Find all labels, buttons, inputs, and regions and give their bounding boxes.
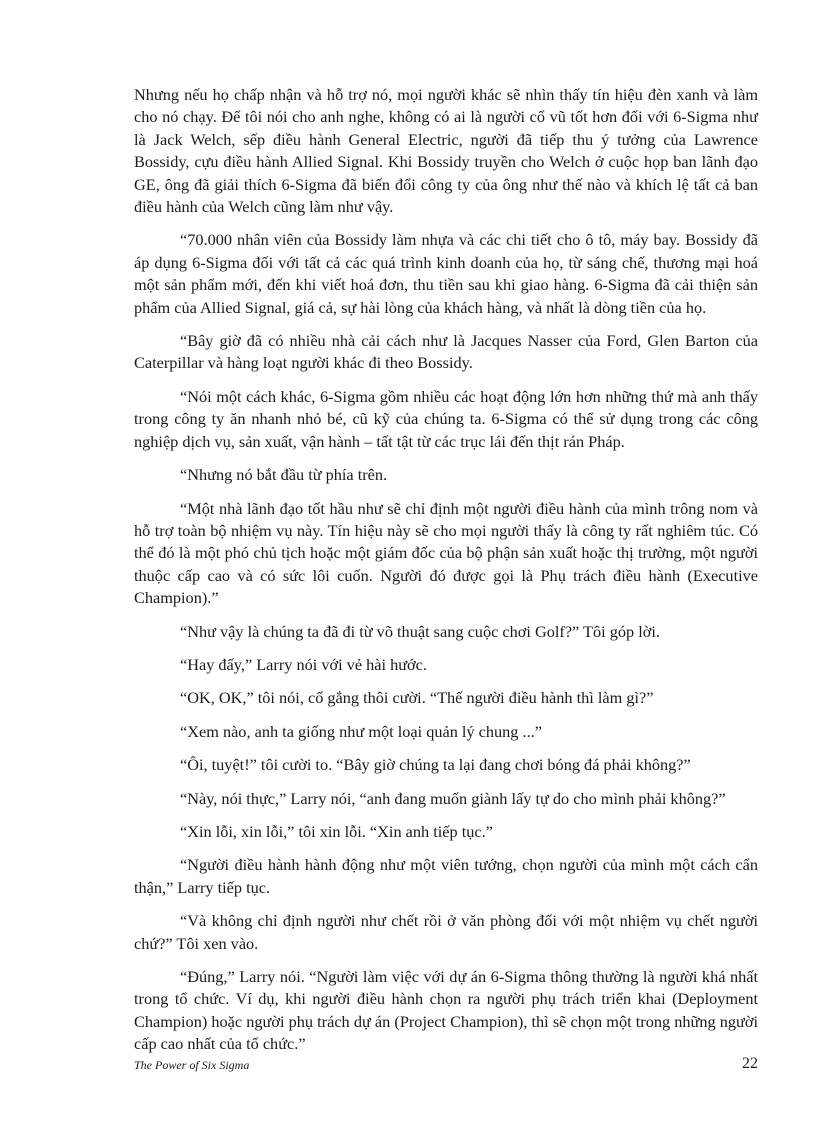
paragraph: “Xin lỗi, xin lỗi,” tôi xin lỗi. “Xin anh tiếp tục.”: [180, 821, 493, 841]
paragraph: “Như vậy là chúng ta đã đi từ võ thuật sang cuộc chơi Golf?” Tôi góp lời.: [180, 621, 660, 641]
paragraph: Nhưng nếu họ chấp nhận và hỗ trợ nó, mọi người khác sẽ nhìn thấy tín hiệu đèn xanh và làm cho nó chạy. Để tôi nói cho anh nghe, không có ai là người cổ vũ tốt hơn đối với 6-Sigma như là Jack Welch, sếp điều hành General Electric, người đã tiếp thu ý tưởng của Lawrence Bossidy, cựu điều hành Allied Signal. Khi Bossidy truyền cho Welch ở cuộc họp ban lãnh đạo GE, ông đã giải thích 6-Sigma đã biến đổi công ty của ông như thế nào và khích lệ tất cả ban điều hành của Welch cũng làm như vậy.: [134, 85, 758, 217]
paragraph: “Một nhà lãnh đạo tốt hầu như sẽ chỉ định một người điều hành của mình trông nom và hỗ trợ toàn bộ nhiệm vụ này. Tín hiệu này sẽ cho mọi người thấy là công ty rất nghiêm túc. Có thể đó là một phó chủ tịch hoặc một giám đốc của bộ phận sản xuất hoặc thị trường, một người thuộc cấp cao và có sức lôi cuốn. Người đó được gọi là Phụ trách điều hành (Executive Champion).”: [134, 498, 758, 608]
page-number: 22: [742, 1055, 758, 1072]
paragraph: “Này, nói thực,” Larry nói, “anh đang muốn giành lấy tự do cho mình phải không?”: [180, 788, 726, 808]
paragraph: “OK, OK,” tôi nói, cố gắng thôi cười. “Thế người điều hành thì làm gì?”: [180, 688, 654, 708]
paragraph: “Nhưng nó bắt đầu từ phía trên.: [180, 465, 388, 485]
page-body: [134, 84, 758, 1067]
paragraph: “Và không chỉ định người như chết rồi ở văn phòng đối với một nhiệm vụ chết người chứ?” Tôi xen vào.: [134, 911, 758, 953]
paragraph: “Hay đấy,” Larry nói với vẻ hài hước.: [180, 654, 427, 674]
paragraph: “Bây giờ đã có nhiều nhà cải cách như là Jacques Nasser của Ford, Glen Barton của Caterpillar và hàng loạt người khác đi theo Bossidy.: [134, 331, 758, 373]
paragraph: “Nói một cách khác, 6-Sigma gồm nhiều các hoạt động lớn hơn những thứ mà anh thấy trong công ty ăn nhanh nhỏ bé, cũ kỹ của chúng ta. 6-Sigma có thể sử dụng trong các công nghiệp dịch vụ, sản xuất, vận hành – tất tật từ các trục lái đến thịt rán Pháp.: [134, 386, 758, 451]
paragraph: “Người điều hành hành động như một viên tướng, chọn người của mình một cách cẩn thận,” Larry tiếp tục.: [134, 855, 758, 897]
paragraph: “70.000 nhân viên của Bossidy làm nhựa và các chi tiết cho ô tô, máy bay. Bossidy đã áp dụng 6-Sigma đối với tất cả các quá trình kinh doanh của họ, từ sáng chế, thương mại hoá một sản phẩm mới, đến khi viết hoá đơn, thu tiền sau khi giao hàng. 6-Sigma đã cải thiện sản phẩm của Allied Signal, giá cả, sự hài lòng của khách hàng, và nhất là dòng tiền của họ.: [134, 230, 758, 317]
paragraph: “Ôi, tuyệt!” tôi cười to. “Bây giờ chúng ta lại đang chơi bóng đá phải không?”: [180, 755, 691, 775]
paragraph: “Đúng,” Larry nói. “Người làm việc với dự án 6-Sigma thông thường là người khá nhất trong tổ chức. Ví dụ, khi người điều hành chọn ra người phụ trách triển khai (Deployment Champion) hoặc người phụ trách dự án (Project Champion), thì sẽ chọn một trong những người cấp cao nhất của tổ chức.”: [134, 967, 758, 1054]
paragraph: “Xem nào, anh ta giống như một loại quản lý chung ...”: [180, 721, 542, 741]
footer-book-title: The Power of Six Sigma: [134, 1058, 250, 1072]
